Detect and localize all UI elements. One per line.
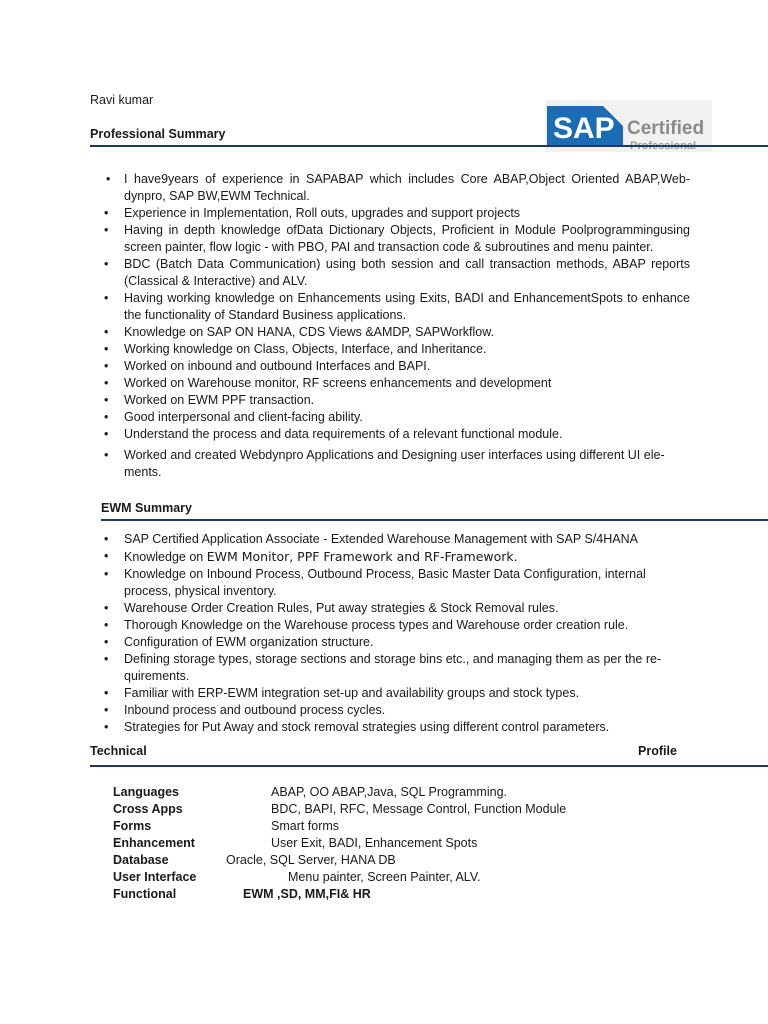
profile-heading: Profile: [638, 744, 677, 758]
list-item: • Inbound process and outbound process cycles.: [90, 702, 690, 719]
list-item: • Familiar with ERP-EWM integration set-up and availability groups and stock types.: [90, 685, 690, 702]
list-item: • Knowledge on SAP ON HANA, CDS Views &AMDP, SAPWorkflow.: [90, 324, 690, 341]
list-item: • Understand the process and data requirements of a relevant functional module.: [90, 426, 690, 443]
list-item: • Having working knowledge on Enhancements using Exits, BADI and EnhancementSpots to enhance the functionality of Standard Business applications.: [90, 290, 690, 324]
tech-value: ABAP, OO ABAP,Java, SQL Programming.: [271, 785, 507, 799]
list-item: • BDC (Batch Data Communication) using both session and call transaction methods, ABAP reports (Classical & Interactive) and ALV.: [90, 256, 690, 290]
tech-value: Oracle, SQL Server, HANA DB: [226, 853, 396, 867]
list-item: • Thorough Knowledge on the Warehouse process types and Warehouse order creation rule.: [90, 617, 690, 634]
list-item: • Worked on EWM PPF transaction.: [90, 392, 690, 409]
tech-value: User Exit, BADI, Enhancement Spots: [271, 836, 478, 850]
tech-value: EWM ,SD, MM,FI& HR: [243, 887, 371, 901]
list-item: • Working knowledge on Class, Objects, Interface, and Inheritance.: [90, 341, 690, 358]
tech-label: Database: [113, 853, 169, 867]
list-item: • Good interpersonal and client-facing ability.: [90, 409, 690, 426]
list-item: • I have9years of experience in SAPABAP which includes Core ABAP,Object Oriented ABAP,Web-dynpro, SAP BW,EWM Technical.: [90, 171, 690, 205]
tech-label: Languages: [113, 785, 179, 799]
list-item: • Worked on Warehouse monitor, RF screens enhancements and development: [90, 375, 690, 392]
tech-value: BDC, BAPI, RFC, Message Control, Function Module: [271, 802, 567, 816]
tech-label: Functional: [113, 887, 177, 901]
list-item: • Worked on inbound and outbound Interfaces and BAPI.: [90, 358, 690, 375]
sap-logo-text: SAP: [553, 112, 615, 145]
list-item: • Worked and created Webdynpro Applications and Designing user interfaces using different UI ele-ments.: [90, 447, 690, 481]
list-item: • Configuration of EWM organization structure.: [90, 634, 690, 651]
ewm-summary-list: [90, 531, 690, 736]
list-item-prefix: Knowledge on: [124, 550, 207, 564]
tech-value: Smart forms: [271, 819, 340, 833]
candidate-name: Ravi kumar: [90, 93, 154, 107]
professional-summary-list: [90, 171, 690, 481]
list-item: • Experience in Implementation, Roll outs, upgrades and support projects: [90, 205, 690, 222]
tech-label: Cross Apps: [113, 802, 183, 816]
tech-label: Enhancement: [113, 836, 195, 850]
technical-heading: Technical: [90, 744, 147, 758]
list-item: • Knowledge on Inbound Process, Outbound Process, Basic Master Data Configuration, internal process, physical inventory.: [90, 566, 690, 600]
ewm-summary-heading: EWM Summary: [101, 501, 192, 515]
ewm-rule: [101, 519, 768, 521]
list-item: • Strategies for Put Away and stock removal strategies using different control parameters.: [90, 719, 690, 736]
professional-summary-heading: Professional Summary: [90, 127, 226, 141]
technical-rule: [90, 765, 768, 767]
tech-label: User Interface: [113, 870, 197, 884]
list-item: • SAP Certified Application Associate - Extended Warehouse Management with SAP S/4HANA: [90, 531, 690, 548]
list-item: • Having in depth knowledge ofData Dictionary Objects, Proficient in Module Poolprogrammingusing screen painter, flow logic - with PBO, PAI and transaction code & subroutines and menu painter.: [90, 222, 690, 256]
certified-text: Certified: [627, 118, 705, 139]
list-item: • Warehouse Order Creation Rules, Put away strategies & Stock Removal rules.: [90, 600, 690, 617]
list-item-highlight: EWM Monitor, PPF Framework and RF-Framework.: [206, 549, 518, 564]
header-rule: [90, 145, 768, 147]
list-item: [90, 548, 690, 566]
tech-value: Menu painter, Screen Painter, ALV.: [288, 870, 481, 884]
tech-label: Forms: [113, 819, 152, 833]
list-item: • Defining storage types, storage sections and storage bins etc., and managing them as per the re-quirements.: [90, 651, 690, 685]
